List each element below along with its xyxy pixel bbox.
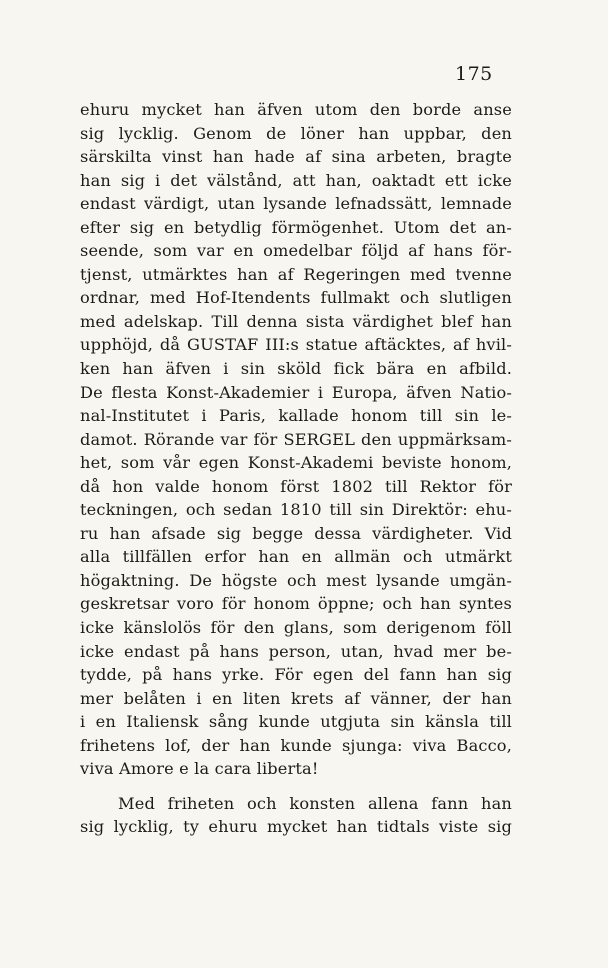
text-line: tjenst, utmärktes han af Regeringen med tvenne xyxy=(80,264,512,284)
text-line: nal-Institutet i Paris, kallade honom till sin le- xyxy=(80,406,512,426)
text-line: ru han afsade sig begge dessa värdigheter. Vid xyxy=(80,523,512,543)
text-line: ken han äfven i sin sköld fick bära en afbild. xyxy=(80,359,512,379)
paragraph-gap xyxy=(80,781,512,792)
text-line: högaktning. De högste och mest lysande umgän- xyxy=(80,570,512,590)
text-line: alla tillfällen erfor han en allmän och utmärkt xyxy=(80,547,512,567)
text-line: endast värdigt, utan lysande lefnadssätt, lemnade xyxy=(80,194,512,214)
text-line: då hon valde honom först 1802 till Rektor för xyxy=(80,476,512,496)
text-line: icke känslolös för den glans, som derigenom föll xyxy=(80,618,512,638)
text-line: mer belåten i en liten krets af vänner, der han xyxy=(80,688,512,708)
text-line: geskretsar voro för honom öppne; och han syntes xyxy=(80,594,512,614)
text-line: han sig i det välstånd, att han, oaktadt ett icke xyxy=(80,170,512,190)
text-line: De flesta Konst-Akademier i Europa, äfven Natio- xyxy=(80,382,512,402)
paragraph-1 xyxy=(80,98,512,781)
text-line: sig lycklig, ty ehuru mycket han tidtals viste sig xyxy=(80,817,512,837)
text-line: icke endast på hans person, utan, hvad mer be- xyxy=(80,641,512,661)
paragraph-2 xyxy=(80,792,512,839)
text-line: teckningen, och sedan 1810 till sin Direktör: ehu- xyxy=(80,500,512,520)
text-line: särskilta vinst han hade af sina arbeten, bragte xyxy=(80,147,512,167)
text-line: viva Amore e la cara liberta! xyxy=(80,759,319,779)
body-text xyxy=(80,98,512,839)
text-line: frihetens lof, der han kunde sjunga: viva Bacco, xyxy=(80,735,512,755)
text-line: med adelskap. Till denna sista värdighet blef han xyxy=(80,311,512,331)
text-line: i en Italiensk sång kunde utgjuta sin känsla till xyxy=(80,712,512,732)
text-line: seende, som var en omedelbar följd af hans för- xyxy=(80,241,512,261)
text-line: het, som vår egen Konst-Akademi beviste honom, xyxy=(80,453,512,473)
text-line: tydde, på hans yrke. För egen del fann han sig xyxy=(80,665,512,685)
text-line: Med friheten och konsten allena fann han xyxy=(118,793,512,813)
text-line: damot. Rörande var för SERGEL den uppmärksam- xyxy=(80,429,512,449)
text-line: ordnar, med Hof-Itendents fullmakt och slutligen xyxy=(80,288,512,308)
text-line: ehuru mycket han äfven utom den borde anse xyxy=(80,100,512,119)
text-line: efter sig en betydlig förmögenhet. Utom det an- xyxy=(80,217,512,237)
text-line: upphöjd, då GUSTAF III:s statue aftäcktes, af hvil- xyxy=(80,335,512,355)
page-number: 175 xyxy=(455,63,493,85)
text-line: sig lycklig. Genom de löner han uppbar, den xyxy=(80,123,512,143)
